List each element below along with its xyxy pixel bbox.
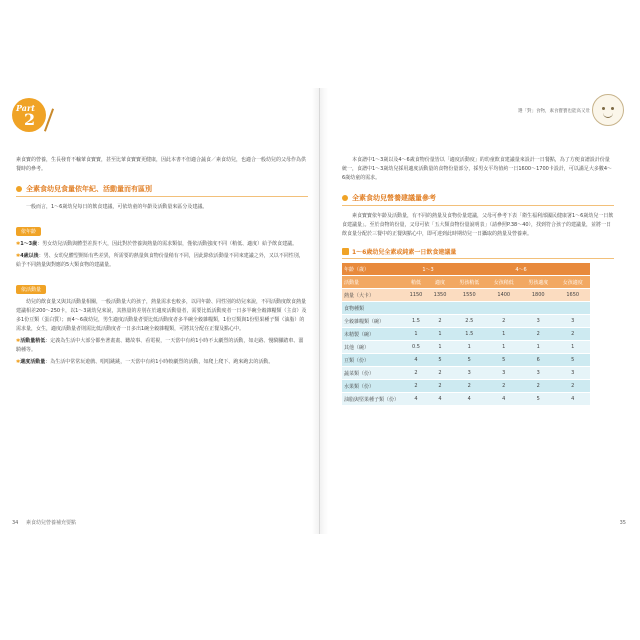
- table-row: [342, 328, 590, 341]
- section1: [16, 184, 308, 197]
- row-value: 1: [487, 341, 521, 354]
- section1-title: 全素食幼兒食量依年紀、活動量而有區別: [26, 185, 152, 193]
- section1-heading: [16, 184, 308, 194]
- age-group-2: 4～6: [452, 263, 590, 276]
- row-value: 4: [428, 393, 452, 406]
- star-icon: ✱: [16, 241, 21, 247]
- badge-part-text: Part: [16, 103, 35, 113]
- row-value: 4: [452, 393, 486, 406]
- row-value: 6: [521, 354, 555, 367]
- row-value: [487, 302, 521, 315]
- row-value: 2: [428, 380, 452, 393]
- row-label: 其他（碗）: [342, 341, 404, 354]
- tag-age-wrap: [16, 218, 308, 237]
- row-value: 5: [555, 354, 590, 367]
- age-1-3-label: 1～3歲: [20, 241, 38, 247]
- low-activity-text: ：定義為生活中大部分都坐著畫畫、聽故事、看電視，一天當中有約1小時不太劇烈的活動，如走路、慢騎腳踏車、溜騎種等。: [16, 338, 304, 353]
- star-icon: ✱: [16, 359, 21, 365]
- row-label: 未精製（碗）: [342, 328, 404, 341]
- age-4-6-paragraph: [16, 252, 308, 270]
- moderate-activity-text: ：為生活中常常玩遊戲、唱唱跳跳，一天當中有約1小時較劇烈的活動，如爬上爬下、跑來跑去的活動。: [45, 359, 274, 365]
- table-row: [342, 289, 590, 302]
- food-table: [342, 263, 590, 406]
- row-value: 4: [404, 393, 428, 406]
- age-1-3-paragraph: [16, 240, 308, 249]
- left-page-number: 34: [12, 520, 19, 526]
- star-icon: ✱: [16, 253, 21, 259]
- table-header-age: [342, 263, 590, 276]
- left-footer: [12, 519, 76, 526]
- row-value: 3: [555, 367, 590, 380]
- row-value: 5: [521, 393, 555, 406]
- table-title-rule: [342, 258, 614, 259]
- row-value: [521, 302, 555, 315]
- row-value: 3: [521, 367, 555, 380]
- activity-level: 女孩稍低: [487, 276, 521, 289]
- row-value: [428, 302, 452, 315]
- right-footer: [620, 520, 626, 526]
- row-label: 水果類（份）: [342, 380, 404, 393]
- row-value: 4: [487, 393, 521, 406]
- moderate-activity-paragraph: [16, 358, 308, 367]
- activity-level: 適度: [428, 276, 452, 289]
- right-page: [320, 88, 634, 534]
- star-icon: ✱: [16, 338, 21, 344]
- intro-paragraph: 素食寶的營養，生長發育不輸葷食寶寶，甚至比葷食寶寶更健康，因此本書不但適合蔬食／素食幼兒，也適合一般幼兒的父母作為供餐時的參考。: [16, 157, 307, 172]
- row-value: 2: [521, 328, 555, 341]
- fold-shadow-left: [312, 88, 320, 534]
- right-paragraph-1: 本食譜中1～3歲以及4～6歲食物份量皆以「適度活動度」的幼童飲食建議量來設計一日餐點，為了方便食譜設計份量統一，食譜中1～3歲幼兒採用適度活動量的食物份量部分，採男女平均值約一日1600～1700卡設計，可以滿足大多數4～6歲幼童的需求。: [342, 157, 612, 181]
- row-value: 1: [428, 328, 452, 341]
- part-badge: [12, 98, 54, 140]
- left-page: [6, 88, 320, 534]
- row-value: 1.5: [404, 315, 428, 328]
- left-content: [16, 156, 308, 367]
- row-value: [555, 302, 590, 315]
- row-value: [452, 302, 486, 315]
- row-value: 1: [521, 341, 555, 354]
- book-spread: [6, 88, 634, 534]
- activity-header: 活動量: [342, 276, 404, 289]
- row-value: 0.5: [404, 341, 428, 354]
- row-value: 1400: [487, 289, 521, 302]
- section1-rule: [16, 196, 308, 197]
- age-4-6-label: 4歲以後: [20, 253, 39, 259]
- right-content: [342, 156, 614, 406]
- row-value: 1350: [428, 289, 452, 302]
- row-value: 4: [404, 354, 428, 367]
- activity-level: 女孩適度: [555, 276, 590, 289]
- row-label: 蔬菜類（份）: [342, 367, 404, 380]
- row-value: 2: [521, 380, 555, 393]
- row-value: 1.5: [452, 328, 486, 341]
- moderate-activity-label: 適度活動量: [20, 359, 46, 365]
- row-label: 食物種類: [342, 302, 404, 315]
- row-value: 2: [404, 380, 428, 393]
- row-value: 1: [404, 328, 428, 341]
- section1-paragraph: 一般而言，1～6歲幼兒每日的飲食建議，可依幼童的年齡及活動量來區分及建議。: [26, 204, 208, 210]
- row-value: 3: [521, 315, 555, 328]
- row-value: [404, 302, 428, 315]
- row-label: 油脂與堅果種子類（份）: [342, 393, 404, 406]
- tag-activity: 依活動量: [16, 285, 46, 294]
- table-row: [342, 302, 590, 315]
- row-label: 豆類（份）: [342, 354, 404, 367]
- table-body: [342, 289, 590, 406]
- flower-icon: [16, 186, 22, 192]
- tag-activity-wrap: [16, 276, 308, 295]
- activity-level: 男孩適度: [521, 276, 555, 289]
- row-value: 1: [428, 341, 452, 354]
- row-label: 全穀雜糧類（碗）: [342, 315, 404, 328]
- activity-paragraph: 幼兒的飲食量又與其活動量相關，一般活動量大的孩子，熱量需求也較多，以同年齡、同性別的幼兒來說，不同活動度飲食熱量建議相差200～250卡，以1～3歲幼兒來說，其熱量的差別在於適度活動量者，需要比低活動度者一日多半碗全穀雜糧類（主食）及多1份豆類（蛋白質）；而4～6歲幼兒，男生適度活動量者要比低活動度者多半碗全穀雜糧類，1份豆類與1份堅果種子類（油脂）的需求量，女生，適度活動量者則需比低活動度者一日多出1碗全穀雜糧類，可將其分配在正餐及點心中。: [16, 299, 307, 332]
- row-value: 1800: [521, 289, 555, 302]
- table-row: [342, 341, 590, 354]
- table-row: [342, 393, 590, 406]
- row-value: 2: [428, 367, 452, 380]
- flower-icon: [342, 195, 348, 201]
- low-activity-label: 活動量稍低: [20, 338, 46, 344]
- low-activity-paragraph: [16, 337, 308, 355]
- row-value: 2: [428, 315, 452, 328]
- table-header-activity: [342, 276, 590, 289]
- table-title: 1～6歲幼兒全素或純素一日飲食建議量: [352, 249, 457, 256]
- table-title-row: [342, 247, 614, 256]
- row-value: 1: [555, 341, 590, 354]
- activity-level: 男孩稍低: [452, 276, 486, 289]
- row-value: 3: [487, 367, 521, 380]
- row-value: 2: [404, 367, 428, 380]
- row-label: 熱量（大卡）: [342, 289, 404, 302]
- row-value: 3: [555, 315, 590, 328]
- row-value: 1650: [555, 289, 590, 302]
- row-value: 1: [487, 328, 521, 341]
- row-value: 4: [555, 393, 590, 406]
- table-row: [342, 380, 590, 393]
- smiley-face-icon: [592, 94, 624, 126]
- age-group-1: 1～3: [404, 263, 452, 276]
- right-header: 選「對」食物，素食寶寶也能高又壯: [518, 109, 590, 114]
- row-value: 2: [555, 328, 590, 341]
- activity-level: 稍低: [404, 276, 428, 289]
- row-value: 2: [487, 315, 521, 328]
- row-value: 2: [555, 380, 590, 393]
- row-value: 2: [452, 380, 486, 393]
- row-value: 2: [487, 380, 521, 393]
- row-value: 5: [428, 354, 452, 367]
- row-value: 1550: [452, 289, 486, 302]
- row-value: 1150: [404, 289, 428, 302]
- row-value: 3: [452, 367, 486, 380]
- section2-heading: [342, 193, 614, 203]
- table-row: [342, 367, 590, 380]
- left-footer-title: 素食幼兒營養補充要點: [25, 520, 76, 526]
- row-value: 2.5: [452, 315, 486, 328]
- section2-rule: [342, 205, 614, 206]
- section2: [342, 193, 614, 206]
- tag-age: 依年齡: [16, 227, 41, 236]
- table-row: [342, 354, 590, 367]
- right-paragraph-2: 素食寶寶依年齡及活動量，有不同的熱量及食物份量建議，父母可參考下表「衛生福利部國民健康署1～6歲幼兒一日飲食建議量」。至於食物的份量，父母可依「五大類食物份量說明表」（請參照P.38～40），找到符合孩子的建議量，並將一日飲食量分配於三餐中的正餐與點心中，即可達到此時期幼兒一日攝取的熱量及營養素。: [342, 213, 614, 237]
- row-value: 5: [452, 354, 486, 367]
- age-header: 年齡（歲）: [342, 263, 404, 276]
- badge-number: 2: [24, 110, 36, 129]
- row-value: 1: [452, 341, 486, 354]
- right-page-number: 35: [619, 520, 626, 526]
- row-value: 5: [487, 354, 521, 367]
- age-4-6-text: ：男、女幼兒體型開始有些差異，所需要的熱量與食物份量稍有不同，因此除依活動量不同來建議之外，又以不同性別，給予不同熱量與對應的5大類食物的建議量。: [16, 253, 304, 268]
- section2-title: 全素食幼兒營養建議量參考: [352, 194, 436, 202]
- table-row: [342, 315, 590, 328]
- age-1-3-text: ：男女幼兒活動與體型差異不大，因此對於營養與熱量的需求類似，僅依活動強度不同（稍低、適度）給予飲食建議。: [37, 241, 298, 247]
- table-title-icon: [342, 248, 349, 255]
